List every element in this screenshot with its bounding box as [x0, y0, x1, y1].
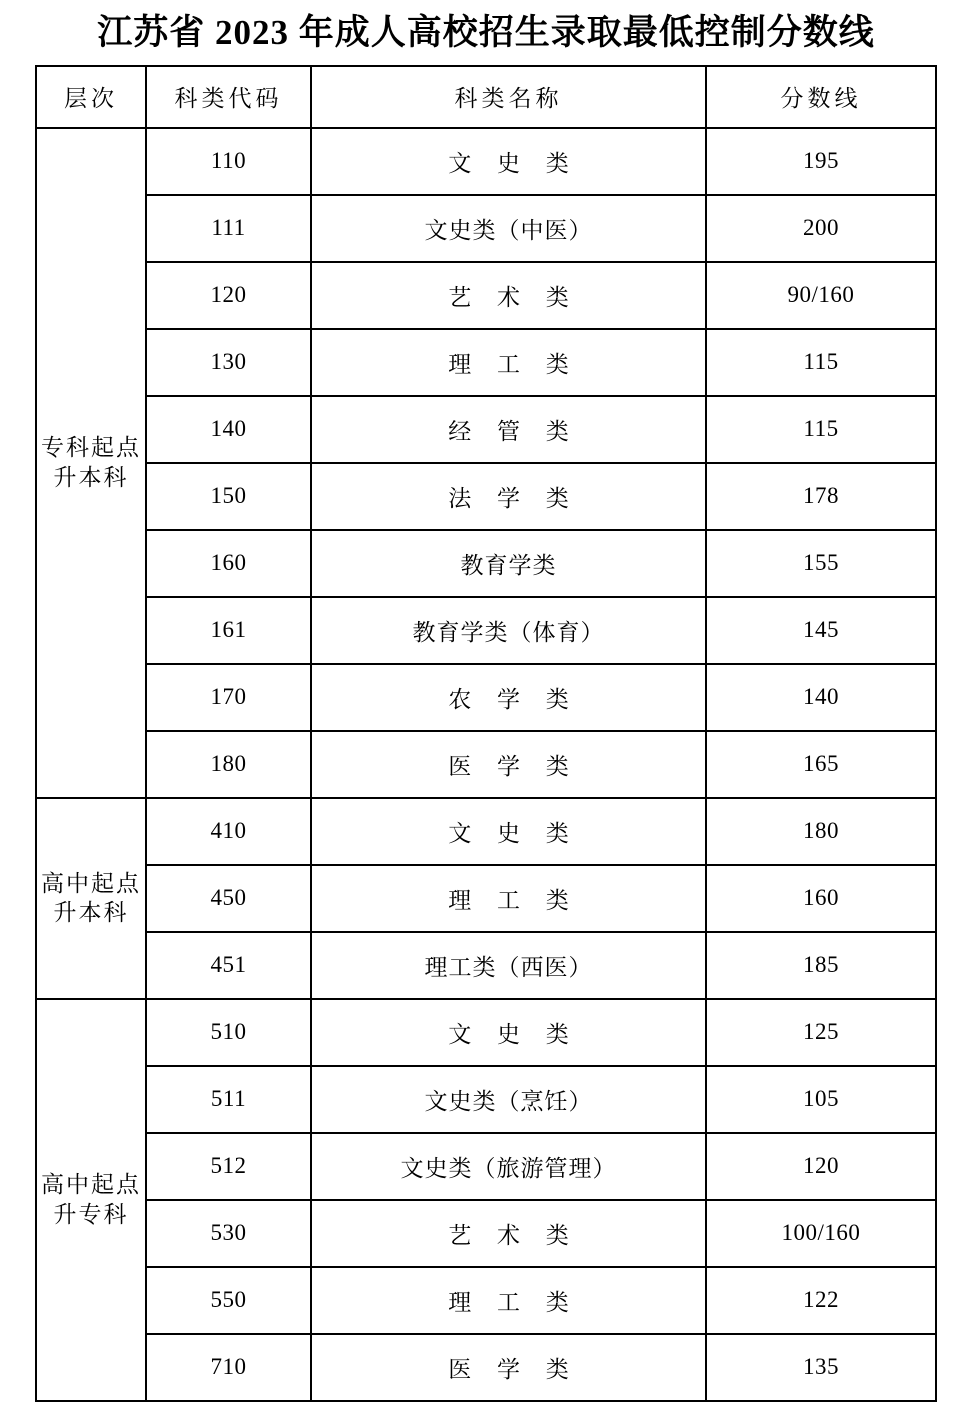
- column-header-code: 科类代码: [146, 66, 311, 128]
- subject-code-cell: 530: [146, 1200, 311, 1267]
- subject-name-cell: 理 工 类: [311, 329, 706, 396]
- table-row: [36, 798, 936, 865]
- subject-name-cell: 文 史 类: [311, 798, 706, 865]
- table-row: [36, 865, 936, 932]
- subject-code-cell: 111: [146, 195, 311, 262]
- subject-name-cell: 教育学类: [311, 530, 706, 597]
- subject-code-cell: 160: [146, 530, 311, 597]
- subject-code-cell: 110: [146, 128, 311, 195]
- subject-code-cell: 170: [146, 664, 311, 731]
- table-row: [36, 1267, 936, 1334]
- table-row: [36, 128, 936, 195]
- score-line-cell: 178: [706, 463, 936, 530]
- table-body: [36, 128, 936, 1401]
- score-line-cell: 195: [706, 128, 936, 195]
- score-line-cell: 125: [706, 999, 936, 1066]
- subject-code-cell: 550: [146, 1267, 311, 1334]
- subject-code-cell: 140: [146, 396, 311, 463]
- score-line-cell: 105: [706, 1066, 936, 1133]
- score-line-cell: 135: [706, 1334, 936, 1401]
- table-row: [36, 1066, 936, 1133]
- score-line-cell: 200: [706, 195, 936, 262]
- subject-name-cell: 农 学 类: [311, 664, 706, 731]
- subject-name-cell: 医 学 类: [311, 731, 706, 798]
- table-row: [36, 463, 936, 530]
- subject-code-cell: 451: [146, 932, 311, 999]
- table-row: [36, 664, 936, 731]
- score-line-cell: 122: [706, 1267, 936, 1334]
- score-line-cell: 160: [706, 865, 936, 932]
- score-line-cell: 185: [706, 932, 936, 999]
- subject-name-cell: 文史类（旅游管理）: [311, 1133, 706, 1200]
- score-line-cell: 120: [706, 1133, 936, 1200]
- column-header-name: 科类名称: [311, 66, 706, 128]
- table-row: [36, 329, 936, 396]
- score-line-cell: 140: [706, 664, 936, 731]
- table-row: [36, 262, 936, 329]
- score-line-cell: 90/160: [706, 262, 936, 329]
- score-line-cell: 145: [706, 597, 936, 664]
- table-header-row: [36, 66, 936, 128]
- subject-name-cell: 经 管 类: [311, 396, 706, 463]
- subject-code-cell: 512: [146, 1133, 311, 1200]
- subject-name-cell: 文 史 类: [311, 999, 706, 1066]
- column-header-score: 分数线: [706, 66, 936, 128]
- table-row: [36, 1133, 936, 1200]
- subject-name-cell: 理工类（西医）: [311, 932, 706, 999]
- table-row: [36, 932, 936, 999]
- table-row: [36, 731, 936, 798]
- subject-name-cell: 法 学 类: [311, 463, 706, 530]
- subject-name-cell: 艺 术 类: [311, 262, 706, 329]
- table-header: [36, 66, 936, 128]
- subject-code-cell: 130: [146, 329, 311, 396]
- subject-code-cell: 511: [146, 1066, 311, 1133]
- subject-name-cell: 文史类（中医）: [311, 195, 706, 262]
- subject-code-cell: 180: [146, 731, 311, 798]
- table-row: [36, 1200, 936, 1267]
- table-row: [36, 396, 936, 463]
- page-title: 江苏省 2023 年成人高校招生录取最低控制分数线: [97, 13, 875, 52]
- subject-name-cell: 教育学类（体育）: [311, 597, 706, 664]
- subject-code-cell: 410: [146, 798, 311, 865]
- admission-score-table: [35, 65, 937, 1402]
- score-line-cell: 100/160: [706, 1200, 936, 1267]
- subject-name-cell: 艺 术 类: [311, 1200, 706, 1267]
- level-group-cell: 专科起点升本科: [36, 128, 146, 798]
- level-group-cell: 高中起点升本科: [36, 798, 146, 999]
- score-line-cell: 165: [706, 731, 936, 798]
- table-row: [36, 195, 936, 262]
- subject-code-cell: 120: [146, 262, 311, 329]
- table-row: [36, 597, 936, 664]
- table-row: [36, 999, 936, 1066]
- score-line-cell: 155: [706, 530, 936, 597]
- subject-name-cell: 医 学 类: [311, 1334, 706, 1401]
- subject-code-cell: 150: [146, 463, 311, 530]
- column-header-level: 层次: [36, 66, 146, 128]
- score-line-cell: 180: [706, 798, 936, 865]
- level-group-cell: 高中起点升专科: [36, 999, 146, 1401]
- subject-name-cell: 文 史 类: [311, 128, 706, 195]
- subject-name-cell: 文史类（烹饪）: [311, 1066, 706, 1133]
- subject-code-cell: 450: [146, 865, 311, 932]
- subject-code-cell: 161: [146, 597, 311, 664]
- score-line-cell: 115: [706, 396, 936, 463]
- score-line-cell: 115: [706, 329, 936, 396]
- subject-code-cell: 710: [146, 1334, 311, 1401]
- subject-code-cell: 510: [146, 999, 311, 1066]
- table-row: [36, 1334, 936, 1401]
- subject-name-cell: 理 工 类: [311, 865, 706, 932]
- table-row: [36, 530, 936, 597]
- subject-name-cell: 理 工 类: [311, 1267, 706, 1334]
